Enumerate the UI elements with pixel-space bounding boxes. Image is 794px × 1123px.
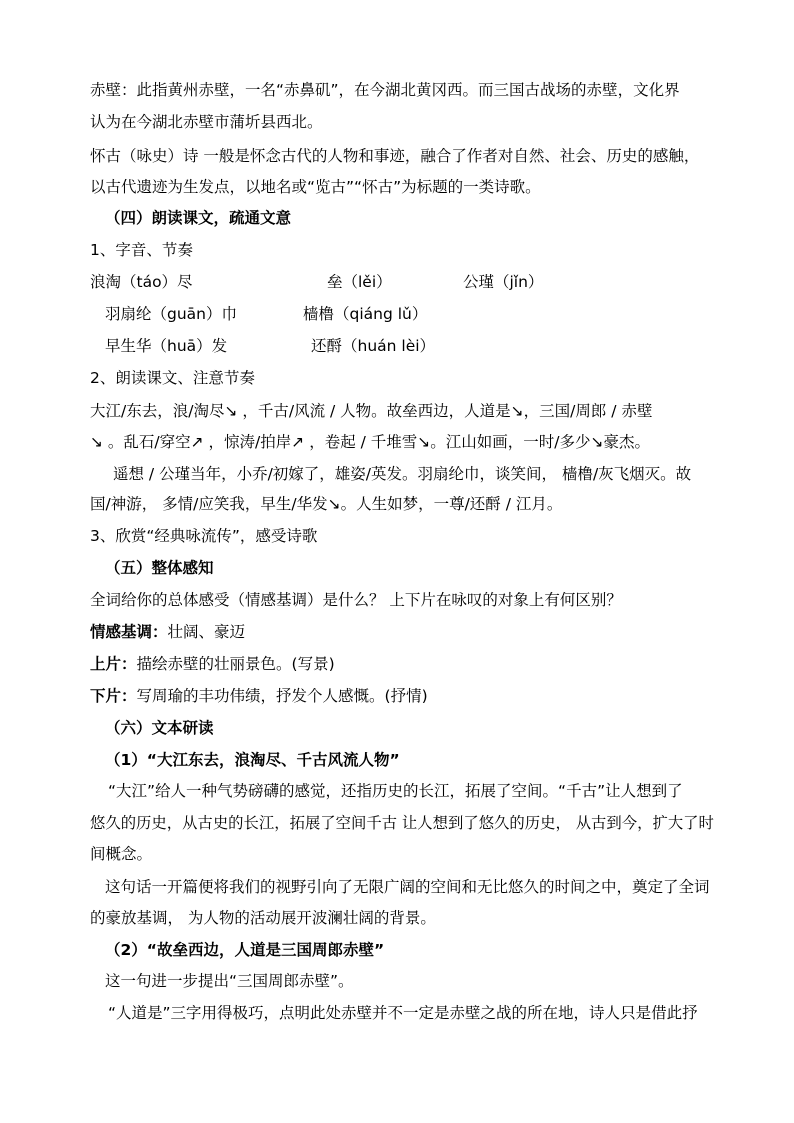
poem-line: 国/神游， 多情/应笑我，早生/华发↘。人生如梦，一尊/还酹 / 江月。 [90, 495, 563, 513]
poem-line: 大江/东去，浪/淘尽↘ ，千古/风流 / 人物。故垒西边，人道是↘，三国/周郎 / 赤壁 [90, 402, 653, 420]
subheading: 1、字音、节奏 [90, 241, 193, 259]
paragraph-line: 这一句进一步提出“三国周郎赤壁”。 [105, 972, 354, 990]
section-heading: （四）朗读课文，疏通文意 [105, 209, 292, 227]
labeled-line [90, 686, 428, 706]
paragraph-line: 这句话一开篇便将我们的视野引向了无限广阔的空间和无比悠久的时间之中，奠定了全词 [105, 878, 710, 896]
section-heading: （六）文本研读 [105, 719, 214, 737]
paragraph-line: 悠久的历史，从古史的长江，拓展了空间千古 让人想到了悠久的历史， 从古到今，扩大了时 [90, 814, 714, 832]
paragraph-line: “大江”给人一种气势磅礴的感觉，还指历史的长江，拓展了空间。“千古”让人想到了 [108, 782, 683, 800]
quote-heading: （2）“故垒西边，人道是三国周郎赤壁” [105, 941, 385, 959]
paragraph-line: 怀古（咏史）诗 一般是怀念古代的人物和事迹，融合了作者对自然、社会、历史的感触， [90, 147, 700, 165]
label: 上片： [90, 655, 137, 673]
poem-line: 遥想 / 公瑾当年，小乔/初嫁了，雄姿/英发。羽扇纶巾，谈笑间， 樯橹/灰飞烟灭。故 [113, 465, 692, 483]
paragraph-line: 赤壁：此指黄州赤壁，一名“赤鼻矶”，在今湖北黄冈西。而三国古战场的赤壁，文化界 [90, 81, 680, 99]
pinyin-item: 垒（lěi） [327, 273, 392, 291]
label: 情感基调： [90, 623, 168, 641]
pinyin-item: 还酹（huán lèi） [311, 337, 436, 355]
value: 写周瑜的丰功伟绩，抒发个人感慨。(抒情) [136, 687, 428, 705]
pinyin-item: 公瑾（jǐn） [463, 273, 544, 291]
quote-heading: （1）“大江东去，浪淘尽、千古风流人物” [105, 751, 400, 769]
paragraph-line: 全词给你的总体感受（情感基调）是什么？ 上下片在咏叹的对象上有何区别？ [90, 591, 622, 609]
paragraph-line: 的豪放基调， 为人物的活动展开波澜壮阔的背景。 [90, 909, 436, 927]
pinyin-item: 早生华（huā）发 [105, 337, 228, 355]
paragraph-line: 间概念。 [90, 845, 153, 863]
label: 下片： [90, 687, 137, 705]
subheading: 2、朗读课文、注意节奏 [90, 369, 255, 387]
paragraph-line: “人道是”三字用得极巧，点明此处赤壁并不一定是赤壁之战的所在地，诗人只是借此抒 [108, 1004, 698, 1022]
poem-line: ↘ 。乱石/穿空↗ ，惊涛/拍岸↗ ，卷起 / 千堆雪↘。江山如画，一时/多少↘豪杰。 [90, 433, 650, 451]
subheading: 3、欣赏“经典咏流传”，感受诗歌 [90, 527, 318, 545]
labeled-line [90, 654, 335, 674]
pinyin-item: 羽扇纶（guān）巾 [105, 305, 237, 323]
pinyin-item: 浪淘（táo）尽 [90, 273, 193, 291]
section-heading: （五）整体感知 [105, 559, 214, 577]
pinyin-item: 樯橹（qiáng lǔ） [303, 305, 428, 323]
value: 描绘赤壁的壮丽景色。(写景) [136, 655, 335, 673]
labeled-line [90, 622, 245, 642]
value: 壮阔、豪迈 [167, 623, 246, 641]
paragraph-line: 以古代遗迹为生发点，以地名或“览古”“怀古”为标题的一类诗歌。 [90, 178, 541, 196]
paragraph-line: 认为在今湖北赤壁市蒲圻县西北。 [90, 113, 323, 131]
